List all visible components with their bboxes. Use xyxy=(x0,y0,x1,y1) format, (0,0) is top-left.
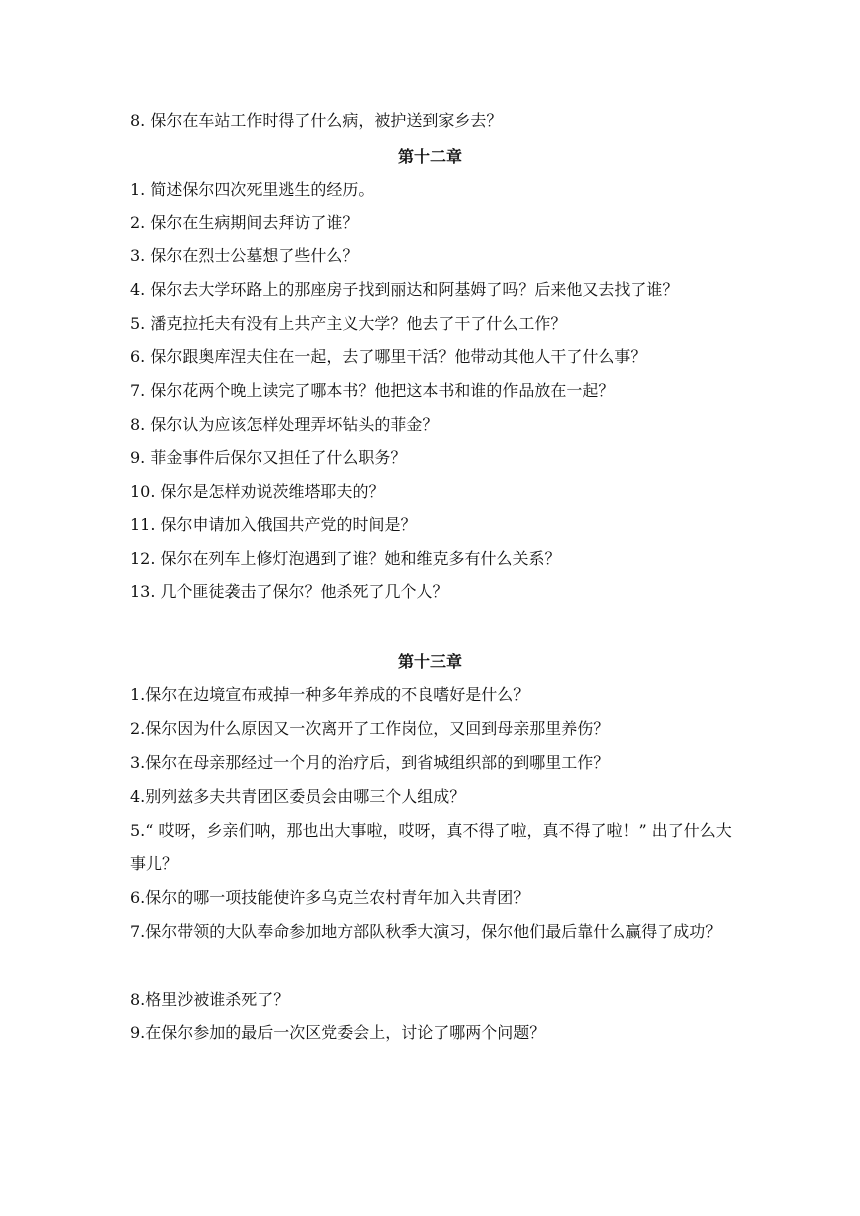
ch13-question-5: 5.“ 哎呀，乡亲们呐，那也出大事啦，哎呀，真不得了啦，真不得了啦！” 出了什么大事儿？ xyxy=(130,821,732,873)
ch12-question-1: 1. 简述保尔四次死里逃生的经历。 xyxy=(130,180,375,199)
ch12-question-9: 9. 菲金事件后保尔又担任了什么职务？ xyxy=(130,448,407,467)
ch12-question-13: 13. 几个匪徒袭击了保尔？他杀死了几个人？ xyxy=(130,582,449,601)
chapter-12-title: 第十二章 xyxy=(397,147,462,166)
ch13-question-1: 1.保尔在边境宣布戒掉一种多年养成的不良嗜好是什么？ xyxy=(130,685,530,704)
ch13-question-4: 4.别列兹多夫共青团区委员会由哪三个人组成？ xyxy=(130,787,466,806)
ch13-question-2: 2.保尔因为什么原因又一次离开了工作岗位，又回到母亲那里养伤？ xyxy=(130,719,610,738)
ch12-question-5: 5. 潘克拉托夫有没有上共产主义大学？他去了干了什么工作？ xyxy=(130,314,567,333)
ch12-question-12: 12. 保尔在列车上修灯泡遇到了谁？她和维克多有什么关系？ xyxy=(130,549,561,568)
ch12-question-6: 6. 保尔跟奥库涅夫住在一起，去了哪里干活？他带动其他人干了什么事？ xyxy=(130,347,647,366)
ch12-question-2: 2. 保尔在生病期间去拜访了谁？ xyxy=(130,213,359,232)
ch13-question-8: 8.格里沙被谁杀死了？ xyxy=(130,990,290,1009)
ch13-question-6: 6.保尔的哪一项技能使许多乌克兰农村青年加入共青团？ xyxy=(130,888,530,907)
ch12-question-8: 8. 保尔认为应该怎样处理弄坏钻头的菲金？ xyxy=(130,415,439,434)
ch12-question-10: 10. 保尔是怎样劝说茨维塔耶夫的？ xyxy=(130,482,385,501)
ch13-question-3: 3.保尔在母亲那经过一个月的治疗后，到省城组织部的到哪里工作？ xyxy=(130,753,610,772)
ch12-question-11: 11. 保尔申请加入俄国共产党的时间是？ xyxy=(130,515,417,534)
ch13-question-9: 9.在保尔参加的最后一次区党委会上，讨论了哪两个问题？ xyxy=(130,1023,546,1042)
ch12-question-4: 4. 保尔去大学环路上的那座房子找到丽达和阿基姆了吗？后来他又去找了谁？ xyxy=(130,280,679,299)
ch12-question-7: 7. 保尔花两个晚上读完了哪本书？他把这本书和谁的作品放在一起？ xyxy=(130,381,615,400)
ch13-question-7: 7.保尔带领的大队奉命参加地方部队秋季大演习，保尔他们最后靠什么赢得了成功？ xyxy=(130,922,722,941)
question-prev-8: 8. 保尔在车站工作时得了什么病，被护送到家乡去？ xyxy=(130,111,503,130)
ch12-question-3: 3. 保尔在烈士公墓想了些什么？ xyxy=(130,246,359,265)
chapter-13-title: 第十三章 xyxy=(397,652,462,671)
